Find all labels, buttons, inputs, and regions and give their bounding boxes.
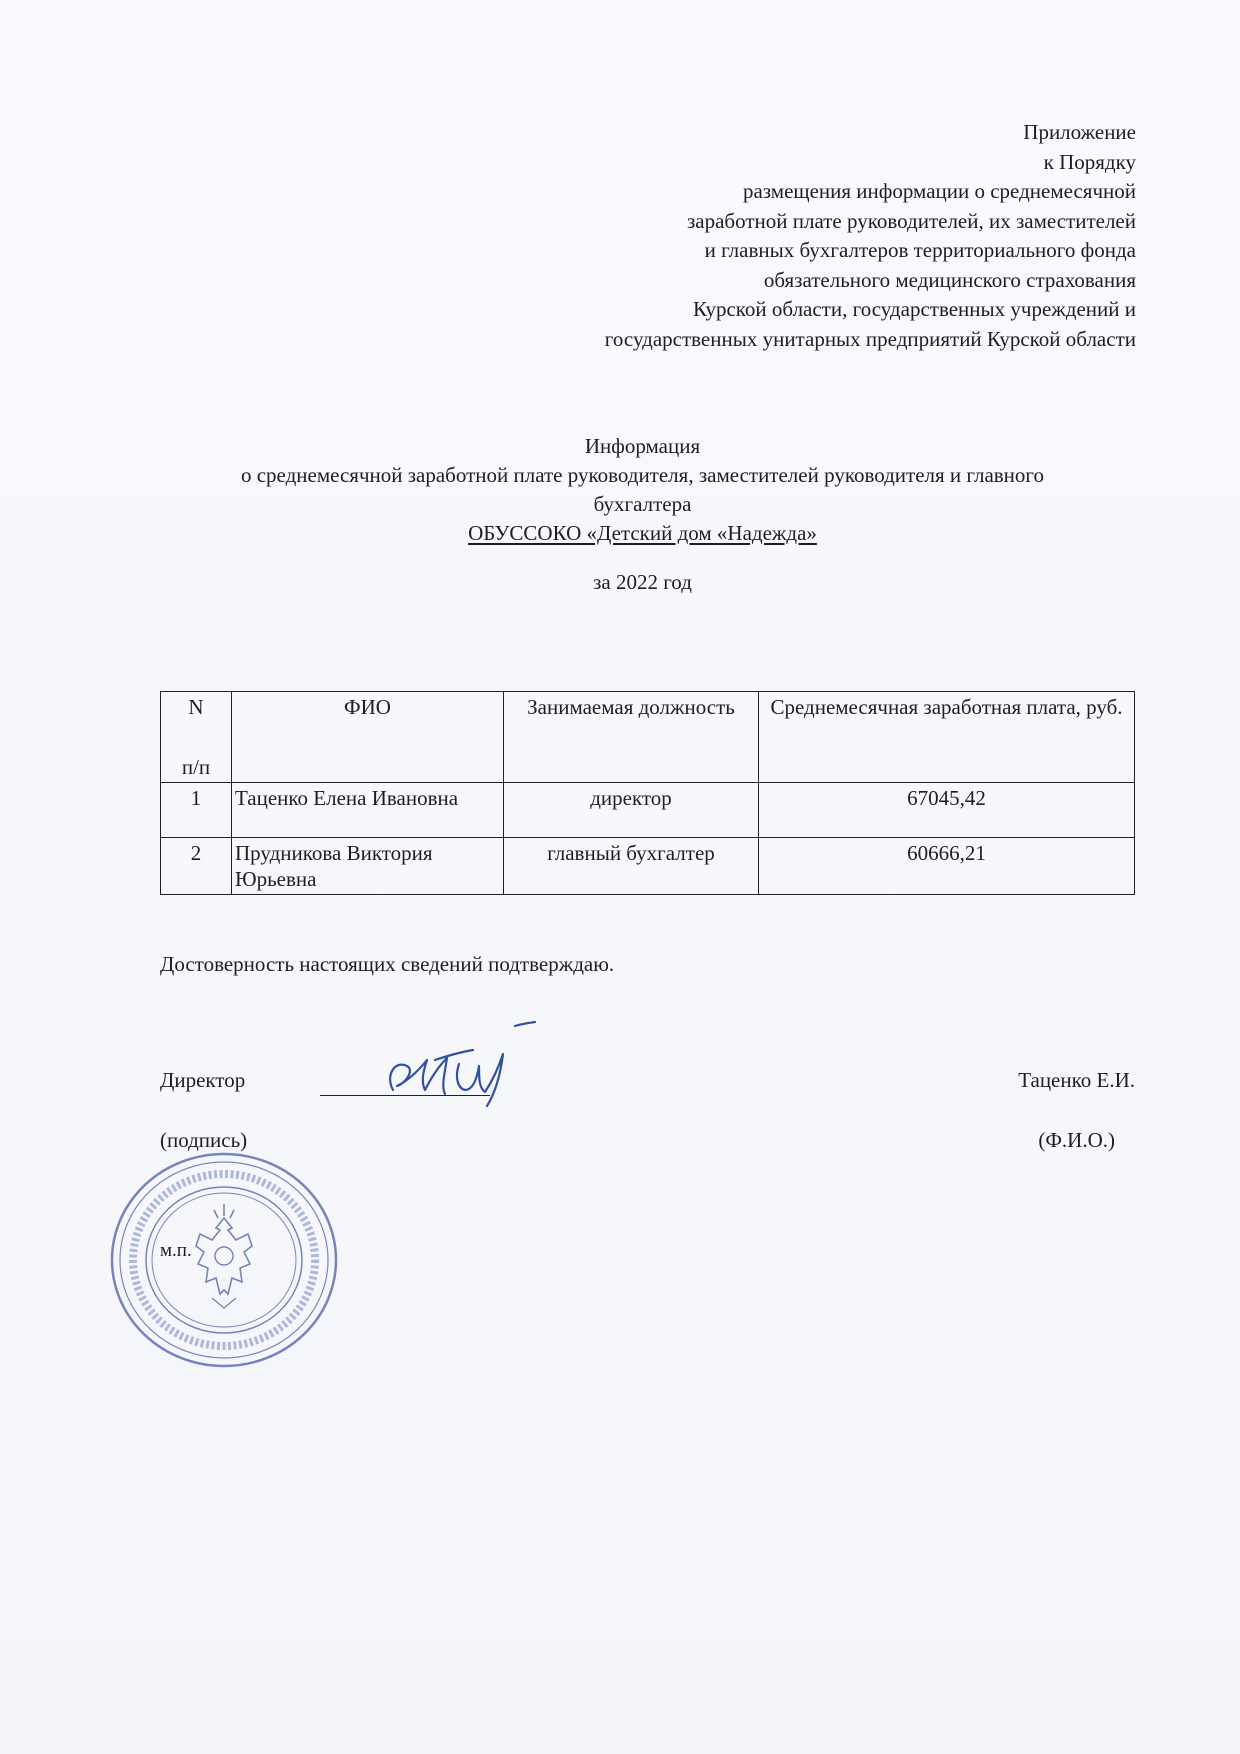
appendix-line: Приложение (1023, 120, 1136, 144)
salary-table (160, 691, 1135, 895)
appendix-line: Курской области, государственных учреждений и (693, 297, 1136, 321)
appendix-line: и главных бухгалтеров территориального фонда (704, 238, 1136, 262)
signature-hint: (подпись) (160, 1128, 248, 1152)
title-heading: Информация (584, 434, 701, 458)
cell-position: директор (504, 783, 759, 838)
appendix-line: заработной плате руководителей, их заместителей (687, 208, 1136, 233)
table-row (161, 783, 1135, 838)
confirmation-statement: Достоверность настоящих сведений подтверждаю. (160, 952, 615, 976)
cell-num: 2 (161, 838, 232, 895)
fio-hint: (Ф.И.О.) (1038, 1128, 1115, 1152)
signer-role: Директор (160, 1068, 246, 1092)
cell-fio: Таценко Елена Ивановна (232, 783, 504, 838)
organization-name: ОБУССОКО «Детский дом «Надежда» (468, 521, 817, 545)
appendix-header (376, 118, 1136, 354)
document-title (150, 432, 1135, 597)
handwritten-signature (375, 1020, 550, 1110)
cell-salary: 67045,42 (759, 783, 1135, 838)
report-period: за 2022 год (593, 570, 692, 594)
header-num-bottom: п/п (181, 755, 211, 779)
header-position: Занимаемая должность (504, 692, 759, 783)
signer-name: Таценко Е.И. (1018, 1068, 1135, 1092)
cell-salary: 60666,21 (759, 838, 1135, 895)
header-num-top: N (188, 695, 204, 719)
table-row (161, 838, 1135, 895)
cell-position: главный бухгалтер (504, 838, 759, 895)
header-fio: ФИО (232, 692, 504, 783)
stamp-place-label: м.п. (160, 1240, 192, 1261)
title-line: бухгалтера (593, 492, 692, 516)
cell-num: 1 (161, 783, 232, 838)
cell-fio: Прудникова Виктория Юрьевна (232, 838, 504, 895)
appendix-line: государственных унитарных предприятий Курской области (604, 326, 1136, 351)
header-salary: Среднемесячная заработная плата, руб. (759, 692, 1135, 783)
official-seal-stamp (104, 1148, 344, 1373)
appendix-line: к Порядку (1043, 149, 1136, 174)
header-num (161, 692, 232, 783)
appendix-line: размещения информации о среднемесячной (742, 179, 1136, 203)
table-header-row (161, 692, 1135, 783)
appendix-line: обязательного медицинского страхования (763, 267, 1136, 292)
title-line: о среднемесячной заработной плате руководителя, заместителей руководителя и главного (240, 463, 1045, 487)
